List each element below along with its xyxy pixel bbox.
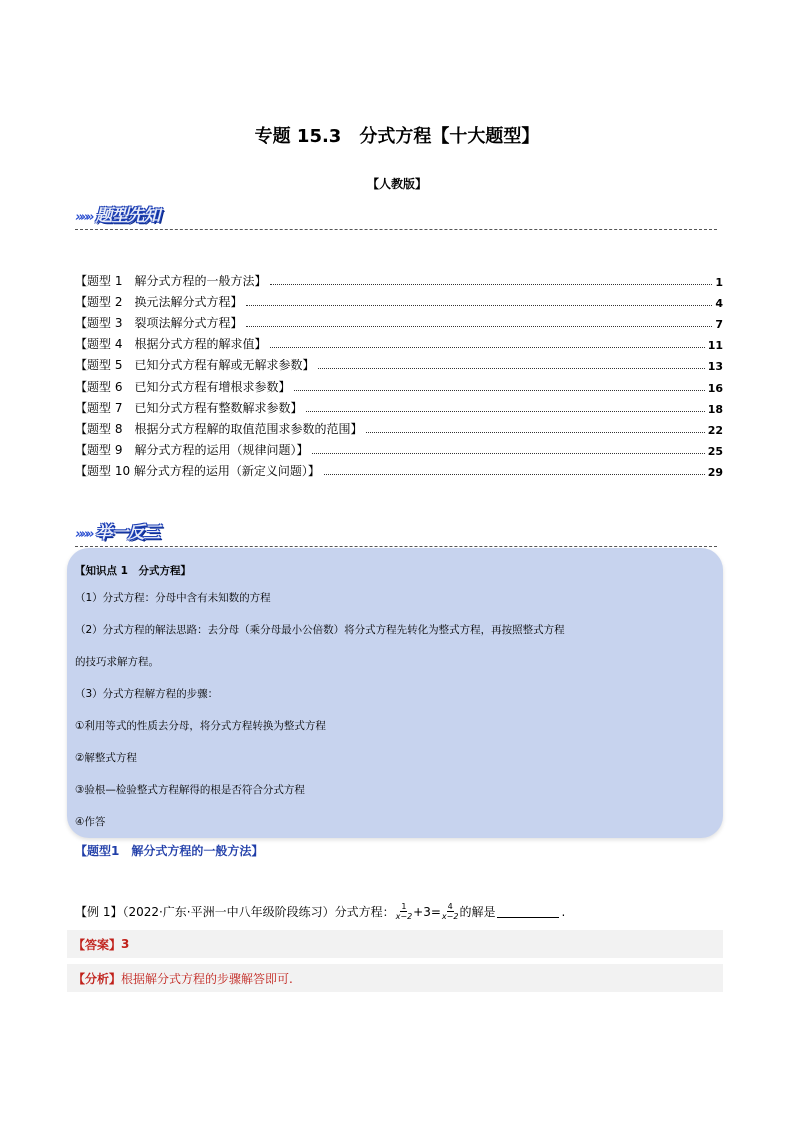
answer-row [67, 930, 723, 958]
denominator: x−2 [441, 912, 459, 921]
knowledge-step: ④作答 [75, 816, 106, 828]
toc-item[interactable] [75, 268, 723, 289]
toc-item[interactable] [75, 289, 723, 310]
toc-label: 【题型 9 解分式方程的运用（规律问题）】 [75, 442, 309, 457]
toc-page: 22 [707, 423, 723, 437]
toc-leader [318, 368, 704, 369]
divider [75, 229, 717, 230]
example-suffix: 的解是 [459, 905, 496, 919]
answer-value: 3 [121, 937, 130, 951]
numerator: 1 [401, 902, 407, 911]
banner-text: 举一反三 [95, 523, 160, 543]
knowledge-step: ②解整式方程 [75, 752, 137, 764]
toc-item[interactable] [75, 310, 723, 331]
example-end: . [561, 904, 566, 919]
toc-page: 4 [715, 297, 723, 311]
knowledge-line: 的技巧求解方程。 [75, 656, 159, 668]
toc-item[interactable] [75, 395, 723, 416]
banner-text: 题型先知 [95, 206, 160, 226]
divider [75, 546, 717, 547]
toc-leader [366, 432, 704, 433]
table-of-contents [75, 268, 723, 479]
toc-leader [270, 284, 712, 285]
arrows-icon: »»» [75, 527, 92, 542]
toc-item[interactable] [75, 373, 723, 394]
knowledge-line: （2）分式方程的解法思路：去分母（乘分母最小公倍数）将分式方程先转化为整式方程，再按照整式方程 [75, 624, 565, 636]
analysis-value: 根据解分式方程的步骤解答即可. [121, 971, 293, 986]
toc-label: 【题型 1 解分式方程的一般方法】 [75, 274, 267, 289]
answer-label: 【答案】 [73, 937, 122, 952]
toc-leader [246, 326, 712, 327]
section-heading: 【题型1 解分式方程的一般方法】 [75, 844, 264, 858]
toc-label: 【题型 10 解分式方程的运用（新定义问题）】 [75, 463, 320, 478]
toc-page: 11 [707, 339, 723, 353]
analysis-row [67, 964, 723, 992]
toc-page: 13 [707, 360, 723, 374]
knowledge-step: ①利用等式的性质去分母，将分式方程转换为整式方程 [75, 720, 326, 732]
toc-label: 【题型 7 已知分式方程有整数解求参数】 [75, 400, 303, 415]
knowledge-heading: 【知识点 1 分式方程】 [75, 565, 191, 577]
toc-label: 【题型 8 根据分式方程解的取值范围求参数的范围】 [75, 421, 363, 436]
banner-preview [75, 201, 160, 226]
operator: +3= [413, 904, 441, 919]
toc-leader [270, 347, 704, 348]
fraction [442, 902, 459, 921]
answer-blank[interactable] [497, 905, 559, 918]
toc-label: 【题型 6 已知分式方程有增根求参数】 [75, 379, 291, 394]
toc-leader [312, 453, 704, 454]
knowledge-line: （1）分式方程：分母中含有未知数的方程 [75, 592, 271, 604]
analysis-label: 【分析】 [73, 971, 122, 986]
toc-label: 【题型 2 换元法解分式方程】 [75, 295, 243, 310]
toc-item[interactable] [75, 416, 723, 437]
toc-page: 18 [707, 402, 723, 416]
banner-examples [75, 518, 160, 543]
fraction [396, 902, 413, 921]
toc-item[interactable] [75, 331, 723, 352]
toc-leader [246, 305, 712, 306]
numerator: 4 [447, 902, 453, 911]
page-title: 专题 15.3 分式方程【十大题型】 [254, 126, 540, 147]
toc-page: 1 [715, 276, 723, 290]
edition-label: 【人教版】 [366, 177, 427, 191]
toc-leader [324, 474, 705, 475]
toc-label: 【题型 5 已知分式方程有解或无解求参数】 [75, 358, 315, 373]
example-prefix: 【例 1】（2022·广东·平洲一中八年级阶段练习）分式方程： [75, 905, 395, 919]
toc-page: 16 [707, 381, 723, 395]
toc-item[interactable] [75, 437, 723, 458]
denominator: x−2 [395, 912, 413, 921]
toc-page: 7 [715, 318, 723, 332]
toc-page: 25 [707, 444, 723, 458]
example-question [75, 902, 565, 921]
toc-page: 29 [707, 465, 723, 479]
toc-leader [306, 411, 704, 412]
toc-leader [294, 390, 704, 391]
toc-item[interactable] [75, 458, 723, 479]
toc-label: 【题型 3 裂项法解分式方程】 [75, 316, 243, 331]
knowledge-line: （3）分式方程解方程的步骤： [75, 688, 219, 700]
arrows-icon: »»» [75, 210, 92, 225]
toc-item[interactable] [75, 352, 723, 373]
knowledge-step: ③验根—检验整式方程解得的根是否符合分式方程 [75, 784, 305, 796]
toc-label: 【题型 4 根据分式方程的解求值】 [75, 337, 267, 352]
